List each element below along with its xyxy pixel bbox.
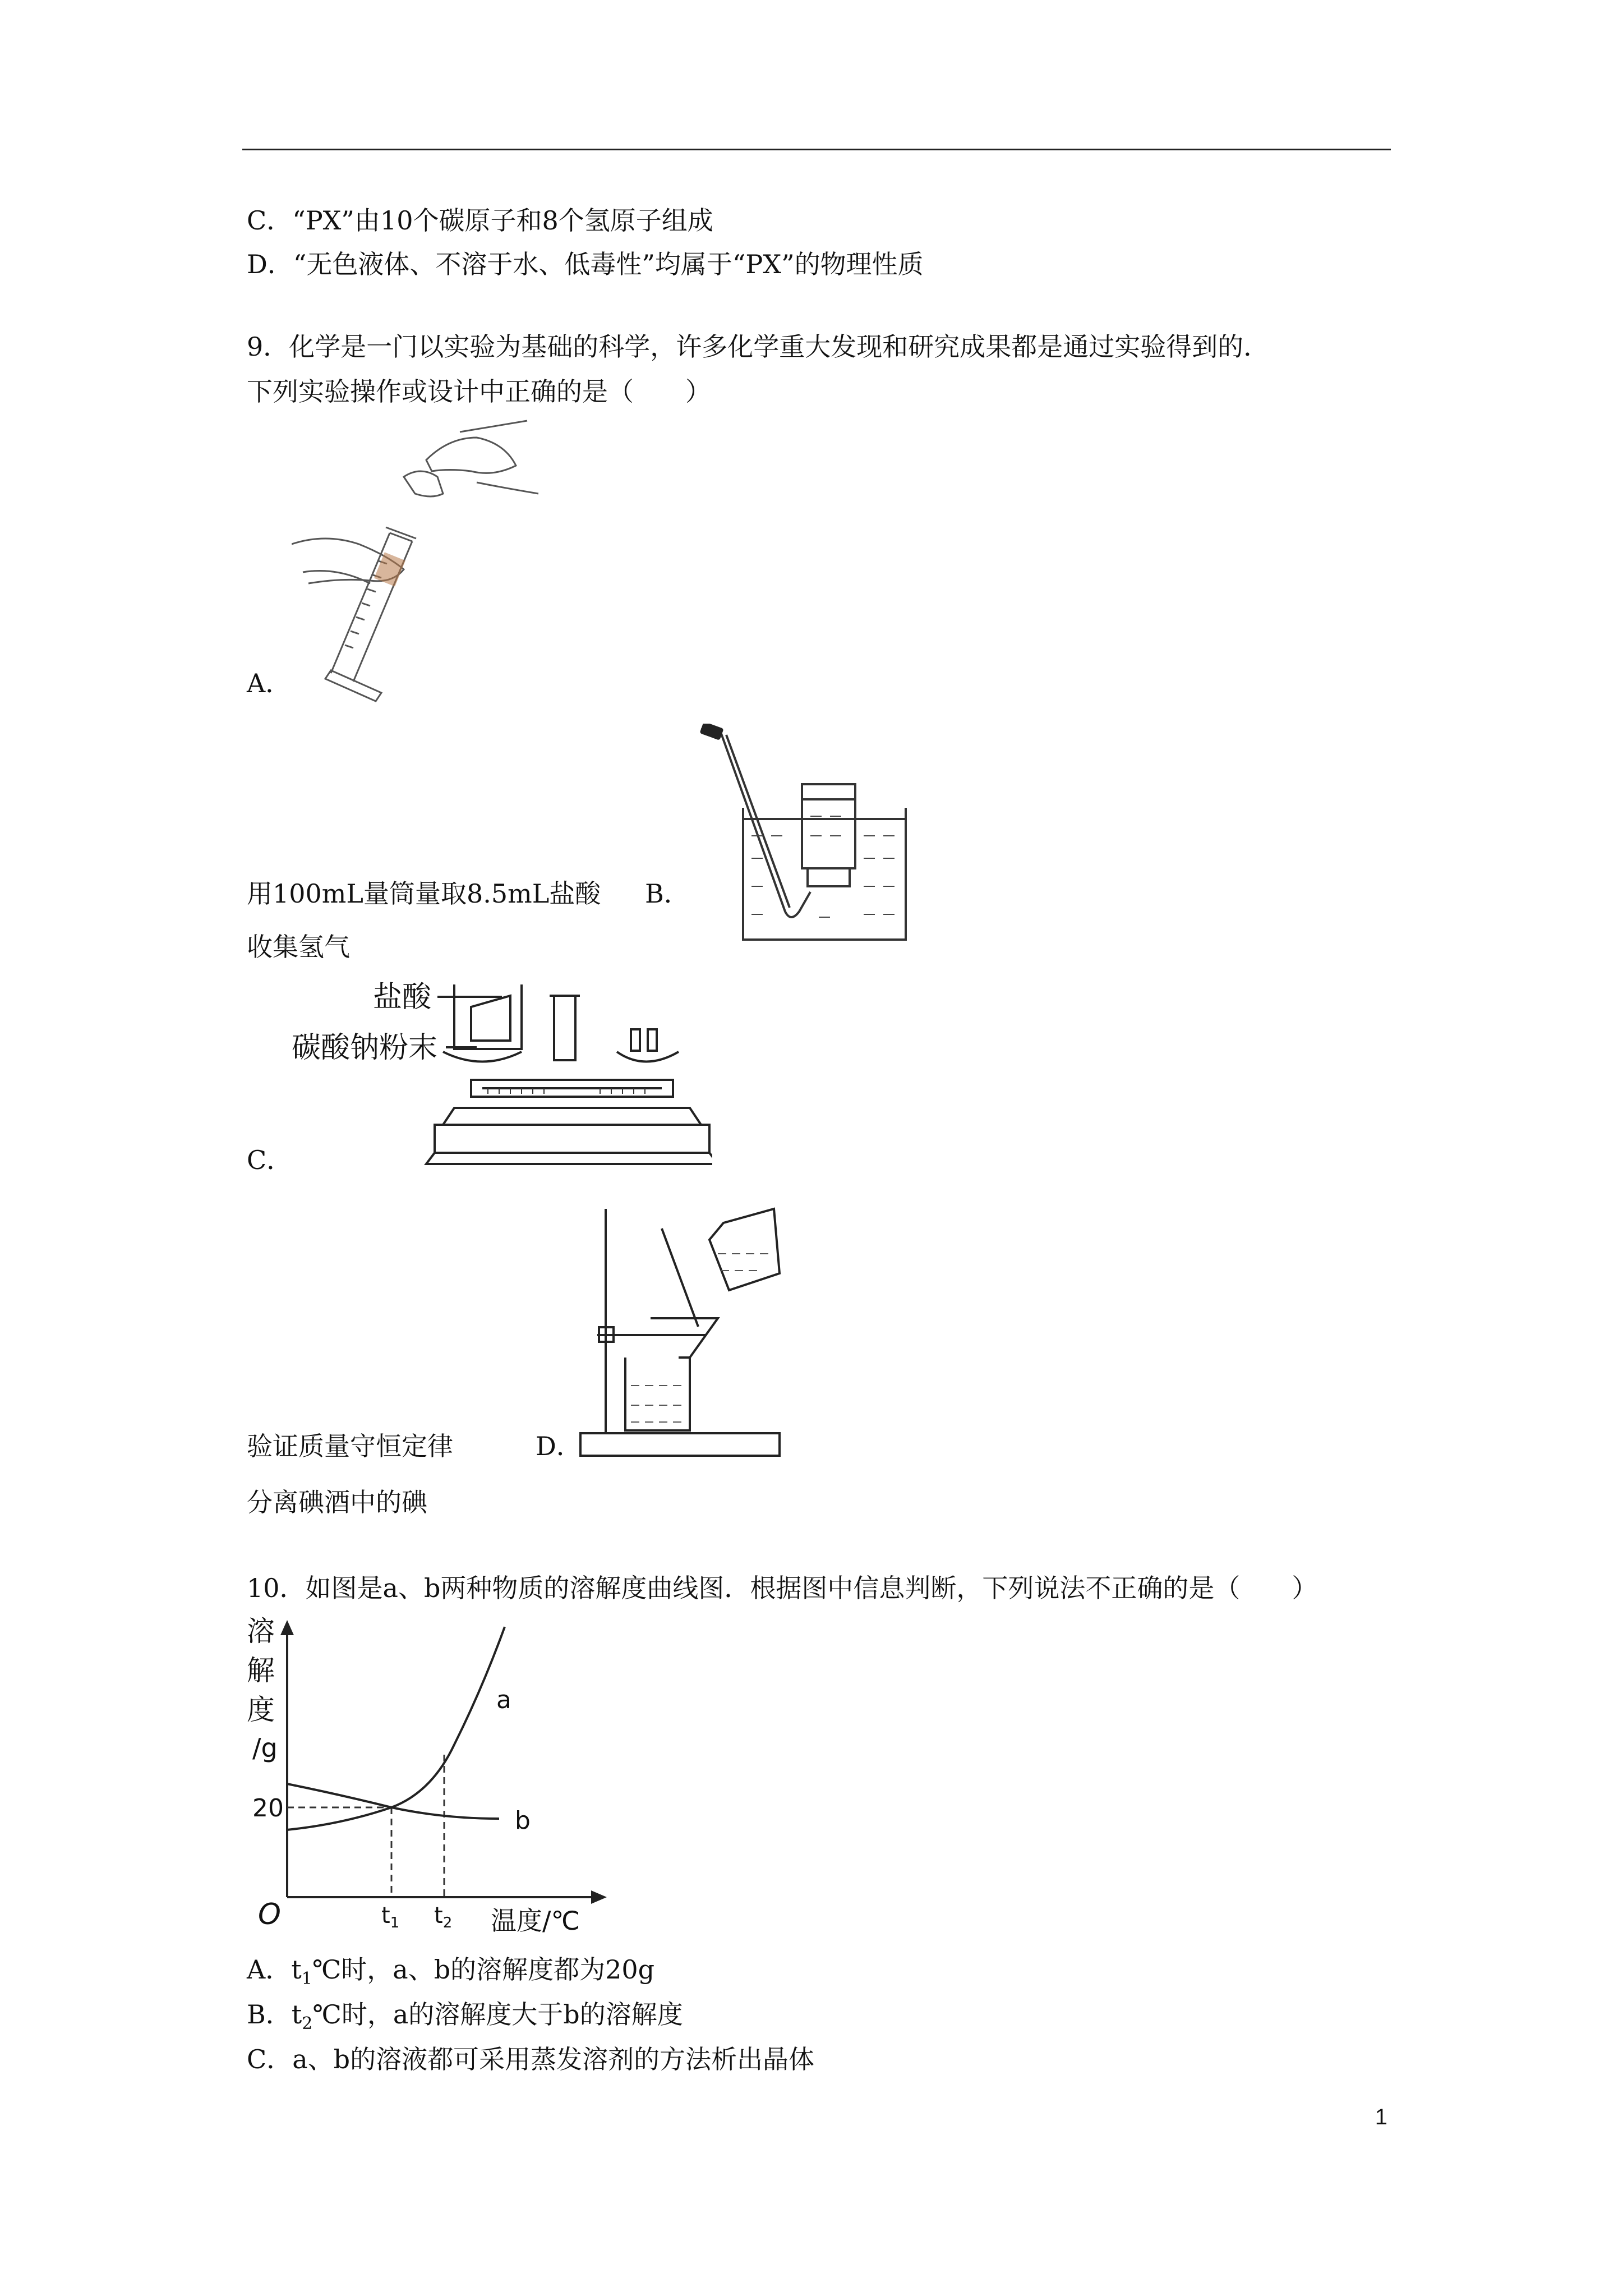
y-axis-label-char-2: 解 xyxy=(247,1654,275,1687)
q10-stem: 10．如图是a、b两种物质的溶解度曲线图．根据图中信息判断，下列说法不正确的是（ ） xyxy=(247,1573,1318,1603)
q9-option-b-caption: 收集氢气 xyxy=(247,932,350,962)
x-axis-label: 温度/℃ xyxy=(491,1906,580,1935)
q8-option-c: C．“PX”由10个碳原子和8个氢原子组成 xyxy=(247,205,713,236)
q9-option-c-caption: 验证质量守恒定律 xyxy=(247,1431,453,1461)
q9-option-a-letter: A． xyxy=(247,668,292,698)
x-tick-t2: $t_2$ xyxy=(434,1903,453,1931)
series-a-curve xyxy=(287,1627,505,1830)
y-axis-label-char-1: 溶 xyxy=(247,1615,275,1648)
header-rule xyxy=(242,149,1391,150)
figure-filtration xyxy=(578,1206,791,1464)
y-tick-20: 20 xyxy=(252,1794,284,1823)
q9-option-d-caption: 分离碘酒中的碘 xyxy=(247,1487,427,1517)
q8-option-d: D．“无色液体、不溶于水、低毒性”均属于“PX”的物理性质 xyxy=(247,249,924,279)
y-axis-label-char-4: /g xyxy=(252,1733,278,1763)
page-number: 1 xyxy=(1375,2105,1387,2129)
figure-gas-collection xyxy=(690,724,914,948)
q9-option-a-caption: 用100mL量筒量取8.5mL盐酸 xyxy=(247,878,601,909)
label-hydrochloric-acid: 盐酸 xyxy=(373,981,432,1014)
q10-option-c: C．a、b的溶液都可采用蒸发溶剂的方法析出晶体 xyxy=(247,2044,815,2074)
solubility-chart xyxy=(241,1610,623,1935)
q10-option-b: B．$t_2℃$时，a的溶解度大于b的溶解度 xyxy=(247,1999,683,2034)
q10-option-a: A．$t_1℃$时，a、b的溶解度都为20g xyxy=(247,1954,655,1989)
y-axis-label-char-3: 度 xyxy=(247,1694,275,1726)
series-a-label: a xyxy=(496,1686,511,1714)
q9-option-c-letter: C． xyxy=(247,1145,293,1175)
figure-balance xyxy=(286,973,712,1175)
q9-option-b-letter: B． xyxy=(645,878,690,909)
origin-label: O xyxy=(258,1898,281,1931)
x-axis-arrow xyxy=(591,1890,607,1904)
q9-stem-line1: 9．化学是一门以实验为基础的科学，许多化学重大发现和研究成果都是通过实验得到的． xyxy=(247,332,1270,362)
series-b-label: b xyxy=(515,1806,531,1835)
q9-stem-line2: 下列实验操作或设计中正确的是（ ） xyxy=(247,376,711,407)
series-b-curve xyxy=(287,1784,499,1819)
figure-graduated-cylinder xyxy=(292,415,561,707)
x-tick-t1: $t_1$ xyxy=(381,1903,400,1931)
label-sodium-carbonate: 碳酸钠粉末 xyxy=(292,1031,438,1065)
y-axis-arrow xyxy=(280,1620,294,1635)
q9-option-d-letter: D． xyxy=(536,1431,582,1461)
